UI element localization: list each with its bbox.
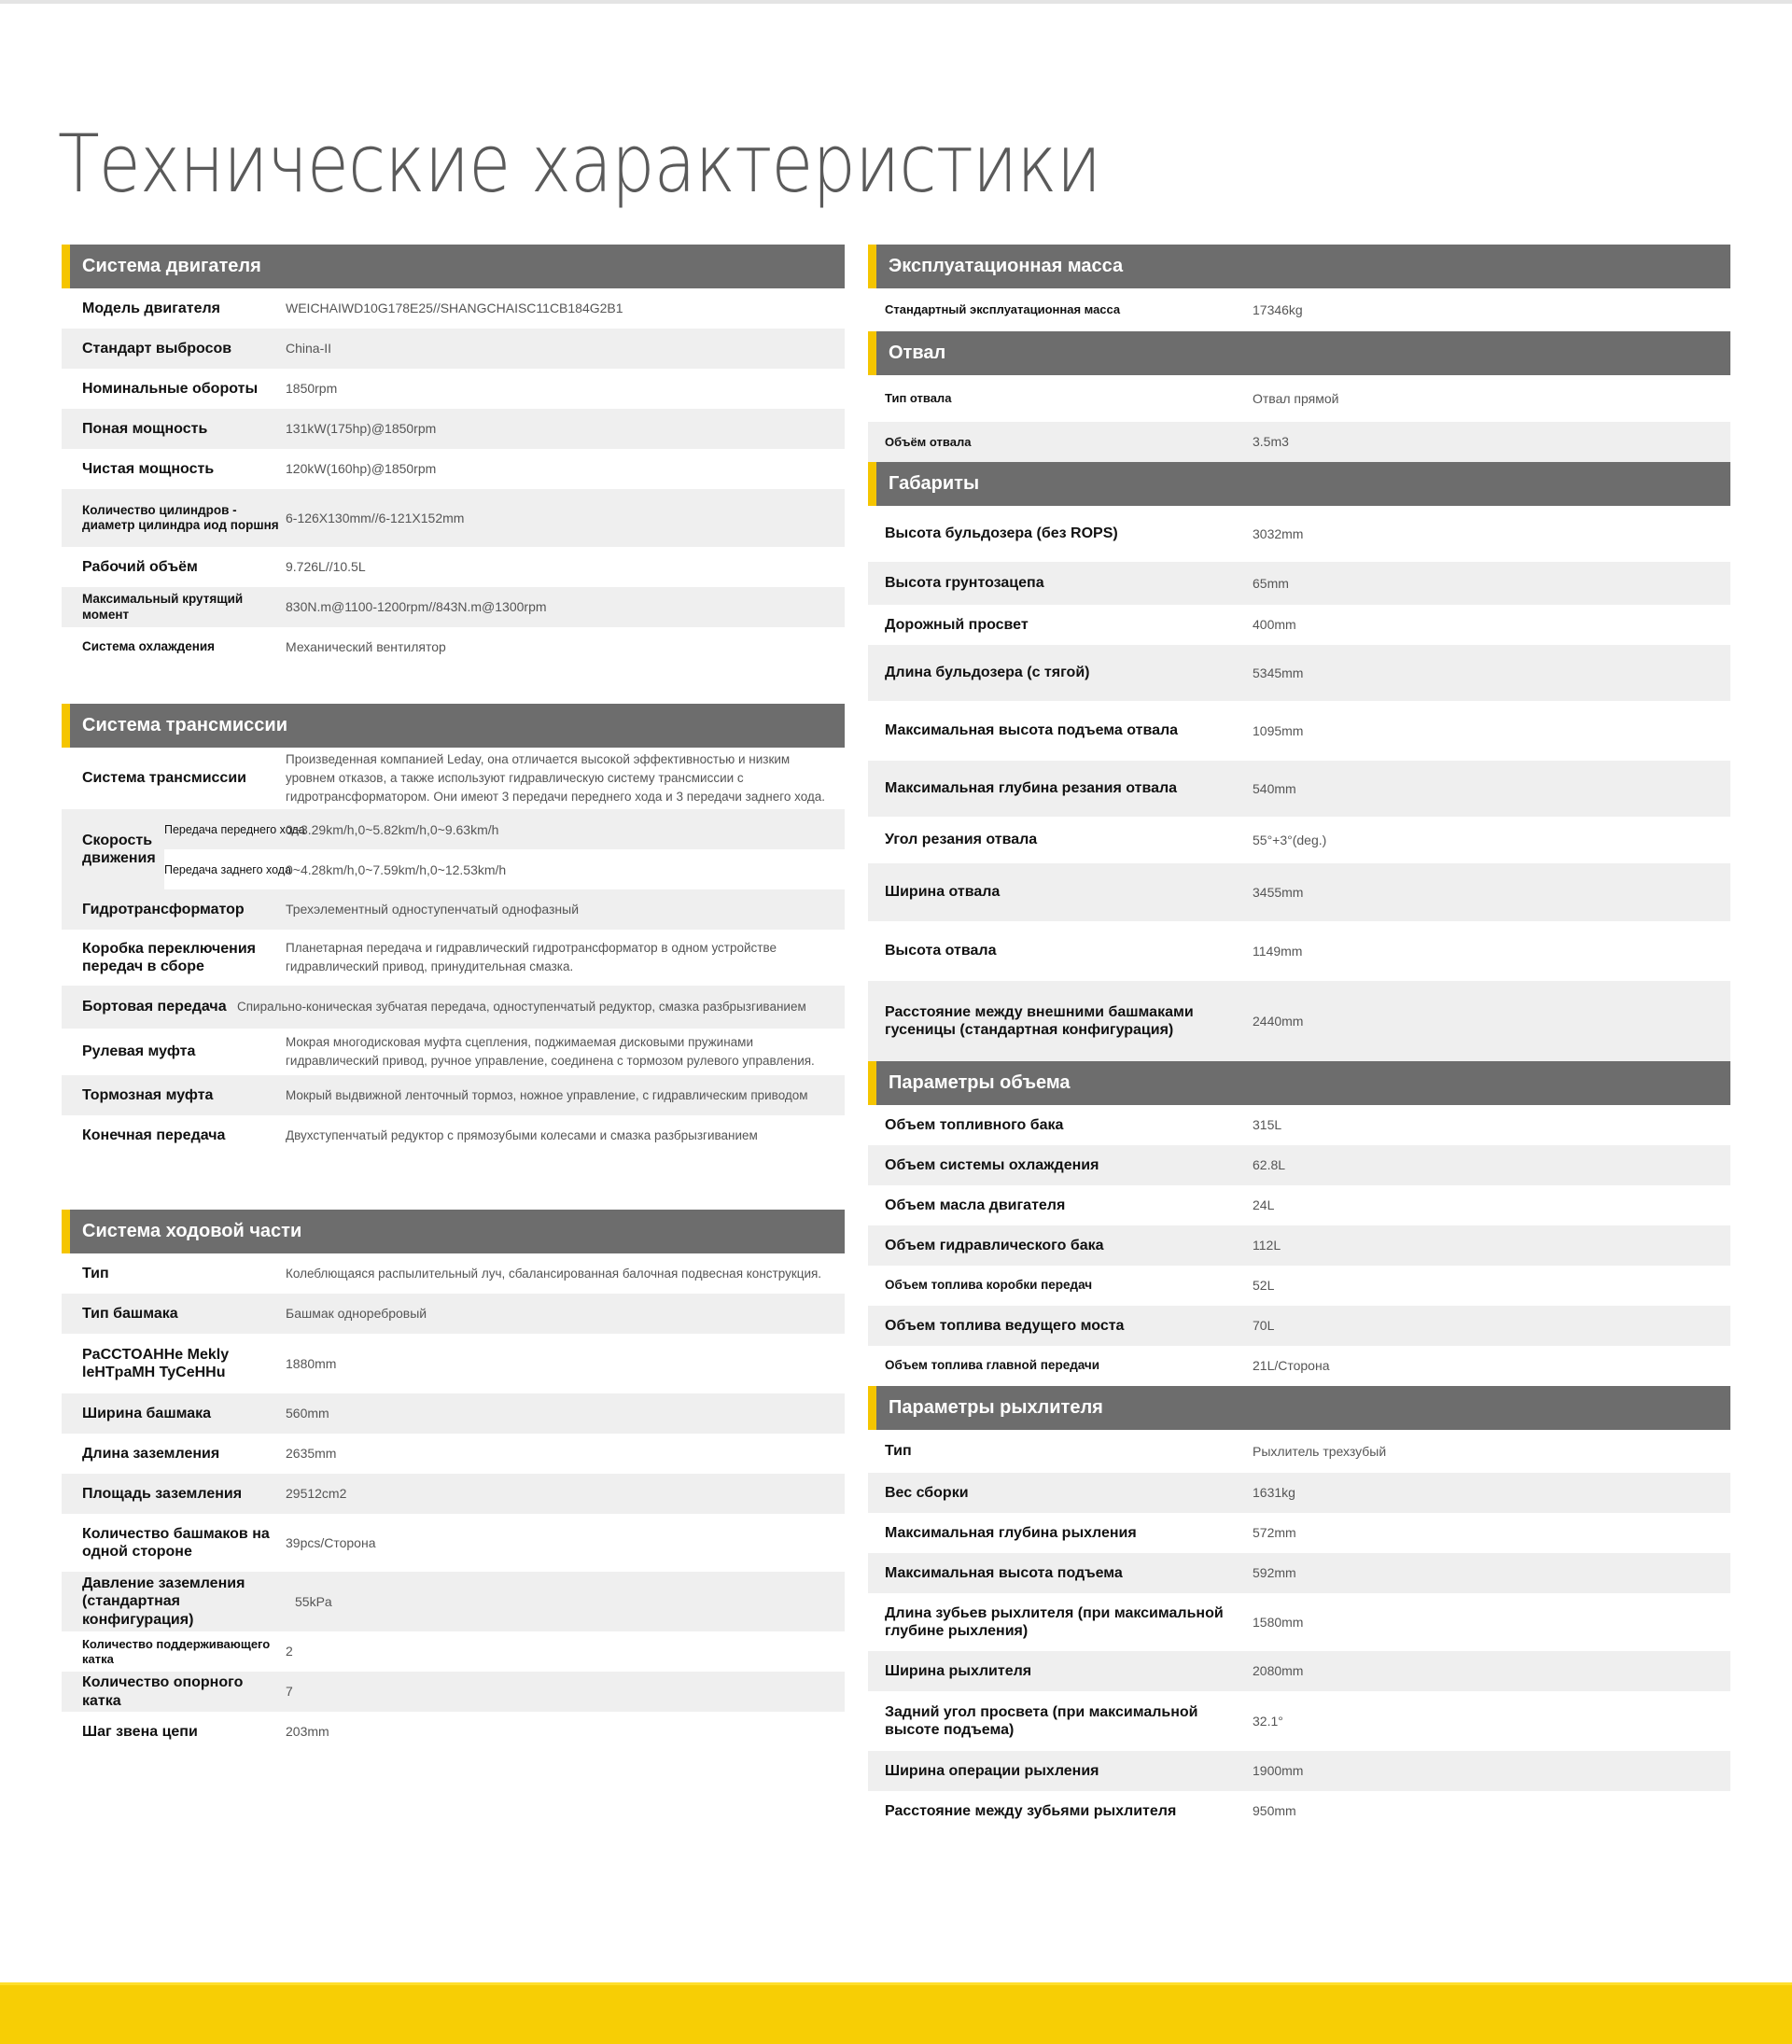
- row-label: Тип: [885, 1443, 912, 1460]
- row-label: Гидротрансформатор: [82, 901, 245, 917]
- row-value: 315L: [1253, 1117, 1282, 1133]
- table-row: [62, 1294, 845, 1334]
- row-label: Объем системы охлаждения: [885, 1156, 1099, 1173]
- sub-value: 0~3.29km/h,0~5.82km/h,0~9.63km/h: [286, 821, 499, 837]
- row-value: 1095mm: [1253, 722, 1304, 738]
- row-value: WEICHAIWD10G178E25//SHANGCHAISC11CB184G2B1: [286, 301, 623, 316]
- table-row: [62, 1075, 845, 1115]
- table-row: [62, 449, 845, 489]
- undercarriage-section: [62, 1210, 845, 1752]
- row-label: Объём отвала: [885, 434, 972, 449]
- table-row: [62, 1253, 845, 1294]
- left-column: [62, 245, 845, 1752]
- page-title: Технические характеристики: [58, 118, 1101, 211]
- row-value: 9.726L//10.5L: [286, 559, 366, 575]
- row-label: Количество цилиндров - диаметр цилиндра иод поршня: [82, 502, 279, 532]
- row-value: Мокрый выдвижной ленточный тормоз, ножное управление, с гидравлическим приводом: [286, 1087, 808, 1102]
- table-row: [62, 369, 845, 409]
- speed-row: [62, 809, 845, 889]
- row-value: Мокрая многодисковая муфта сцепления, поджимаемая дисковыми пружинами гидравлический привод, ручное управление, соединена с тормозом рулевого управления.: [286, 1035, 815, 1068]
- section-header: Система трансмиссии: [62, 704, 845, 748]
- table-row: [868, 288, 1730, 331]
- sub-value: 0~4.28km/h,0~7.59km/h,0~12.53km/h: [286, 861, 507, 877]
- row-value: 7: [286, 1684, 293, 1700]
- row-label: Длина заземления: [82, 1445, 220, 1462]
- row-label: Вес сборки: [885, 1484, 969, 1501]
- table-row: [868, 1513, 1730, 1553]
- row-label: Дорожный просвет: [885, 616, 1029, 633]
- dimensions-section: [868, 462, 1730, 1061]
- table-row: [62, 889, 845, 930]
- row-label: Высота грунтозацепа: [885, 575, 1044, 592]
- sub-label: Передача заднего хода: [164, 862, 292, 876]
- row-label: Конечная передача: [82, 1127, 226, 1143]
- row-label: Стандартный эксплуатационная масса: [885, 302, 1121, 317]
- table-row: [868, 1751, 1730, 1791]
- blade-section: [868, 331, 1730, 462]
- row-label: Объем топлива коробки передач: [885, 1278, 1093, 1293]
- row-label: Номинальные обороты: [82, 380, 259, 397]
- section-header: Система ходовой части: [62, 1210, 845, 1253]
- row-value: 5345mm: [1253, 665, 1304, 680]
- table-row: [868, 1691, 1730, 1751]
- row-label: Площадь заземления: [82, 1485, 243, 1502]
- ripper-section: [868, 1386, 1730, 1831]
- table-row: [62, 1572, 845, 1631]
- table-row: [868, 1145, 1730, 1185]
- right-column: [868, 245, 1730, 1831]
- table-row: [868, 1473, 1730, 1513]
- row-label: Ширина операции рыхления: [885, 1762, 1099, 1779]
- footer-bar: [0, 1982, 1792, 2044]
- table-row: [868, 605, 1730, 645]
- row-value: 29512cm2: [286, 1486, 347, 1502]
- table-row: [868, 981, 1730, 1061]
- section-header: Параметры рыхлителя: [868, 1386, 1730, 1430]
- row-value: 1580mm: [1253, 1614, 1304, 1630]
- row-label: Рулевая муфта: [82, 1043, 196, 1060]
- row-value: Произведенная компанией Leday, она отличается высокой эффективностью и низким уровнем отказов, а также используют гидравлическую систему трансмиссии с гидротрансформатором. Они имеют 3 передачи переднего хода и 3 передачи заднего хода.: [286, 751, 826, 805]
- row-value: 1850rpm: [286, 381, 338, 397]
- section-header: Габариты: [868, 462, 1730, 506]
- table-row: [868, 1791, 1730, 1831]
- row-value: 2080mm: [1253, 1663, 1304, 1679]
- row-value: 560mm: [286, 1406, 329, 1421]
- table-row: [62, 1712, 845, 1752]
- row-label: Система трансмиссии: [82, 770, 246, 787]
- row-value: 2635mm: [286, 1446, 337, 1462]
- row-label: Максимальная глубина рыхления: [885, 1524, 1137, 1541]
- row-value: 55°+3°(deg.): [1253, 832, 1327, 847]
- row-value: 70L: [1253, 1318, 1275, 1334]
- row-value: 1631kg: [1253, 1485, 1295, 1501]
- section-header: Эксплуатационная масса: [868, 245, 1730, 288]
- table-row: [868, 1346, 1730, 1386]
- row-label: Давление заземления (стандартная конфигурация): [82, 1575, 245, 1628]
- table-row: [868, 817, 1730, 863]
- table-row: [868, 506, 1730, 562]
- row-value: 62.8L: [1253, 1157, 1286, 1173]
- row-value: 112L: [1253, 1238, 1281, 1253]
- row-value: 17346kg: [1253, 301, 1303, 317]
- row-label: Количество поддерживающего катка: [82, 1636, 271, 1666]
- row-label: Ширина отвала: [885, 884, 1001, 901]
- row-value: 203mm: [286, 1724, 329, 1740]
- table-row: [62, 1434, 845, 1474]
- row-label: Расстояние между зубьями рыхлителя: [885, 1802, 1177, 1819]
- row-value: 52L: [1253, 1278, 1275, 1294]
- row-value: Башмак одноребровый: [286, 1306, 427, 1322]
- row-value: 592mm: [1253, 1565, 1296, 1581]
- row-value: Планетарная передача и гидравлический гидротрансформатор в одном устройстве гидравлический привод, принудительная смазка.: [286, 941, 777, 973]
- table-row: [868, 1306, 1730, 1346]
- table-row: [62, 329, 845, 369]
- mass-section: [868, 245, 1730, 331]
- table-row: [62, 1115, 845, 1155]
- row-label: Высота бульдозера (без ROPS): [885, 525, 1118, 542]
- row-value: 950mm: [1253, 1803, 1296, 1819]
- table-row: [62, 627, 845, 667]
- table-row: [868, 1593, 1730, 1651]
- row-label: Объем топливного бака: [885, 1116, 1064, 1133]
- row-label: Расстояние между внешними башмаками гусеницы (стандартная конфигурация): [885, 1003, 1194, 1038]
- row-label: Длина бульдозера (с тягой): [885, 665, 1090, 681]
- table-row: [62, 1029, 845, 1075]
- row-value: 131kW(175hp)@1850rpm: [286, 421, 437, 437]
- table-row: [62, 489, 845, 547]
- row-value: 3.5m3: [1253, 434, 1289, 450]
- table-row: [868, 1266, 1730, 1306]
- row-value: 39pcs/Сторона: [286, 1534, 376, 1550]
- row-label: Количество башмаков на одной стороне: [82, 1525, 270, 1560]
- row-label: Максимальная высота подъема отвала: [885, 722, 1179, 739]
- row-label: Объем топлива ведущего моста: [885, 1317, 1125, 1334]
- row-value: Механический вентилятор: [286, 639, 446, 655]
- row-label: Тормозная муфта: [82, 1086, 214, 1103]
- table-row: [868, 1651, 1730, 1691]
- row-value: Рыхлитель трехзубый: [1253, 1443, 1387, 1459]
- row-label: Тип: [82, 1265, 109, 1281]
- row-label: Максимальная глубина резания отвала: [885, 780, 1178, 797]
- row-label: Угол резания отвала: [885, 832, 1038, 848]
- table-row: [868, 701, 1730, 761]
- row-value: Отвал прямой: [1253, 390, 1339, 406]
- row-label: Максимальный крутящий момент: [82, 592, 244, 622]
- table-row: [868, 375, 1730, 422]
- table-row: [62, 547, 845, 587]
- table-row: [868, 1430, 1730, 1473]
- row-value: 55kPa: [295, 1593, 332, 1609]
- row-value: 32.1°: [1253, 1713, 1283, 1729]
- row-label: Модель двигателя: [82, 300, 221, 316]
- row-label: Ширина рыхлителя: [885, 1662, 1032, 1679]
- row-label: Объем гидравлического бака: [885, 1237, 1104, 1253]
- table-row: [868, 863, 1730, 921]
- table-row: [868, 1225, 1730, 1266]
- row-value: 6-126X130mm//6-121X152mm: [286, 510, 465, 525]
- section-header: Отвал: [868, 331, 1730, 375]
- table-row: [62, 748, 845, 809]
- row-label: Поная мощность: [82, 420, 208, 437]
- table-row: [868, 1105, 1730, 1145]
- transmission-section: [62, 704, 845, 1155]
- row-label: PaCCTOAHHe Mekly leHTpaMH TyCeHHu: [82, 1346, 230, 1380]
- row-label: Чистая мощность: [82, 460, 215, 477]
- volumes-section: [868, 1061, 1730, 1386]
- table-row: [62, 1672, 845, 1712]
- table-row: [868, 562, 1730, 605]
- row-value: 2: [286, 1644, 293, 1659]
- section-header: Система двигателя: [62, 245, 845, 288]
- sub-label: Передача переднего хода: [164, 822, 305, 836]
- row-label: Объем топлива главной передачи: [885, 1358, 1100, 1373]
- row-value: 3455mm: [1253, 884, 1304, 900]
- top-divider: [0, 0, 1792, 4]
- table-row: [868, 921, 1730, 981]
- row-value: Трехэлементный одноступенчатый однофазный: [286, 902, 580, 917]
- row-value: 1900mm: [1253, 1763, 1304, 1779]
- row-label: Тип отвала: [885, 391, 952, 406]
- row-value: 3032mm: [1253, 525, 1304, 541]
- row-label: Ширина башмака: [82, 1405, 212, 1421]
- table-row: [868, 645, 1730, 701]
- row-value: 2440mm: [1253, 1013, 1304, 1029]
- table-row: [62, 409, 845, 449]
- row-value: 400mm: [1253, 617, 1296, 633]
- row-value: 572mm: [1253, 1525, 1296, 1541]
- table-row: [62, 1631, 845, 1672]
- row-label: Стандарт выбросов: [82, 340, 232, 357]
- row-label: Коробка переключения передач в сборе: [82, 940, 256, 974]
- row-label: Шаг звена цепи: [82, 1723, 198, 1740]
- row-value: 1149mm: [1253, 943, 1303, 959]
- row-label: Бортовая передача: [82, 999, 227, 1015]
- table-row: [62, 1514, 845, 1572]
- row-value: Спирально-коническая зубчатая передача, одноступенчатый редуктор, смазка разбрызгиванием: [237, 1000, 806, 1015]
- table-row: [62, 986, 845, 1029]
- row-value: China-II: [286, 341, 332, 357]
- row-value: 540mm: [1253, 780, 1296, 796]
- row-value: 21L/Сторона: [1253, 1358, 1330, 1374]
- table-row: [868, 1185, 1730, 1225]
- row-label: Система охлаждения: [82, 639, 216, 654]
- table-row: [62, 587, 845, 627]
- row-label: Тип башмака: [82, 1305, 178, 1322]
- table-row: [868, 1553, 1730, 1593]
- engine-section: [62, 245, 845, 667]
- row-value: Колеблющаяся распылительный луч, сбалансированная балочная подвесная конструкция.: [286, 1266, 822, 1281]
- row-label: Максимальная высота подъема: [885, 1564, 1123, 1581]
- row-label: Длина зубьев рыхлителя (при максимальной глубине рыхления): [885, 1604, 1224, 1639]
- row-value: 65mm: [1253, 575, 1289, 591]
- row-value: 1880mm: [286, 1355, 337, 1371]
- row-label: Рабочий объём: [82, 558, 198, 575]
- row-value: Двухступенчатый редуктор с прямозубыми колесами и смазка разбрызгиванием: [286, 1127, 758, 1142]
- table-row: [868, 422, 1730, 462]
- section-header: Параметры объема: [868, 1061, 1730, 1105]
- row-value: 830N.m@1100-1200rpm//843N.m@1300rpm: [286, 599, 547, 615]
- footer-highlight: [0, 1982, 1792, 1985]
- row-label: Количество опорного катка: [82, 1674, 244, 1709]
- row-value: 24L: [1253, 1197, 1275, 1213]
- row-label: Скорость движения: [82, 832, 156, 866]
- forward-speed-row: [164, 809, 845, 849]
- reverse-speed-row: [164, 849, 845, 889]
- row-value: 120kW(160hp)@1850rpm: [286, 461, 437, 477]
- table-row: [62, 1474, 845, 1514]
- row-label: Объем масла двигателя: [885, 1197, 1066, 1213]
- table-row: [62, 1393, 845, 1434]
- table-row: [62, 288, 845, 329]
- table-row: [868, 761, 1730, 817]
- row-label: Задний угол просвета (при максимальной высоте подъема): [885, 1703, 1198, 1738]
- table-row: [62, 1334, 845, 1393]
- table-row: [62, 930, 845, 986]
- row-label: Высота отвала: [885, 943, 997, 959]
